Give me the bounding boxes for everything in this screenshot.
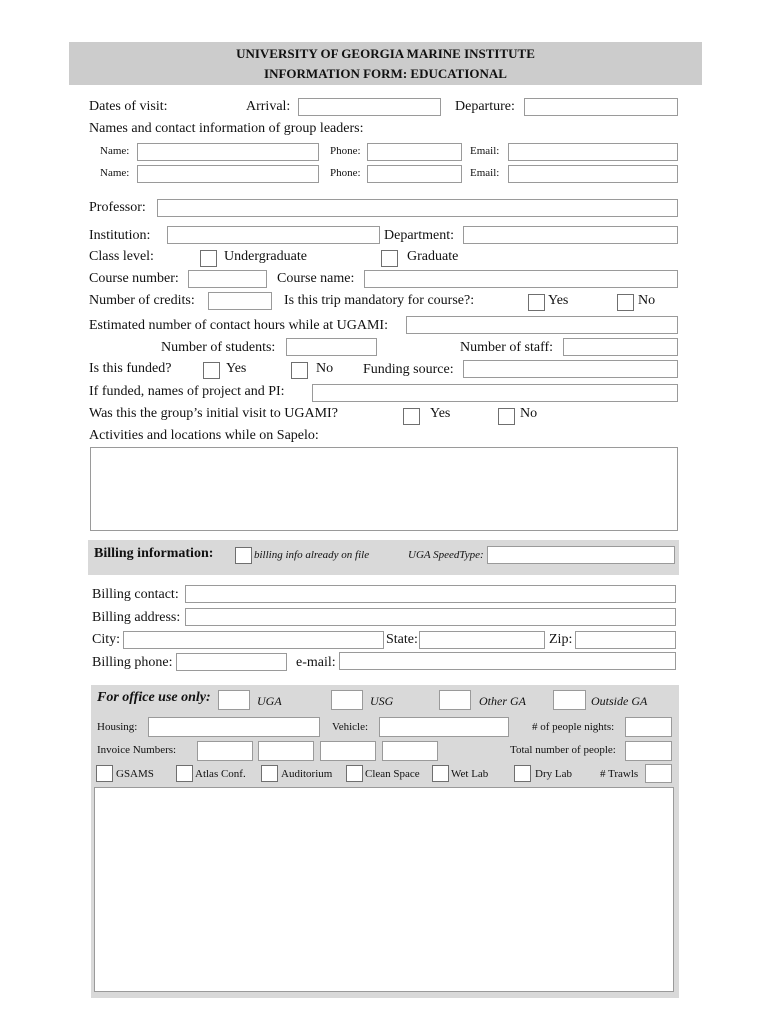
billing-address-field[interactable]	[185, 608, 676, 626]
other-ga-box[interactable]	[439, 690, 471, 710]
staff-field[interactable]	[563, 338, 678, 356]
vehicle-label: Vehicle:	[332, 721, 369, 733]
graduate-label: Graduate	[407, 249, 459, 264]
state-label: State:	[386, 632, 418, 647]
departure-label: Departure:	[455, 99, 515, 114]
leader2-name-label: Name:	[100, 167, 130, 179]
undergraduate-checkbox[interactable]	[200, 250, 217, 267]
gsams-checkbox[interactable]	[96, 765, 113, 782]
leader2-email-label: Email:	[470, 167, 500, 179]
office-notes-textarea[interactable]	[94, 787, 674, 992]
uga-label: UGA	[257, 694, 282, 708]
wet-lab-checkbox[interactable]	[432, 765, 449, 782]
arrival-label: Arrival:	[246, 99, 291, 114]
undergraduate-label: Undergraduate	[224, 249, 307, 264]
group-leaders-heading: Names and contact information of group leaders:	[89, 121, 364, 136]
outside-ga-box[interactable]	[553, 690, 586, 710]
office-use-title: For office use only:	[97, 690, 211, 705]
city-field[interactable]	[123, 631, 384, 649]
dry-lab-checkbox[interactable]	[514, 765, 531, 782]
initial-visit-yes-label: Yes	[430, 406, 451, 421]
billing-email-label: e-mail:	[296, 655, 336, 670]
billing-address-label: Billing address:	[92, 610, 181, 625]
funded-yes-label: Yes	[226, 361, 247, 376]
clean-space-label: Clean Space	[365, 768, 420, 780]
speedtype-field[interactable]	[487, 546, 675, 564]
funded-no-label: No	[316, 361, 334, 376]
initial-visit-label: Was this the group’s initial visit to UGAMI?	[89, 406, 338, 421]
arrival-field[interactable]	[298, 98, 441, 116]
gsams-label: GSAMS	[116, 768, 154, 780]
city-label: City:	[92, 632, 121, 647]
course-name-label: Course name:	[277, 271, 355, 286]
clean-space-checkbox[interactable]	[346, 765, 363, 782]
total-people-label: Total number of people:	[510, 744, 616, 756]
activities-textarea[interactable]	[90, 447, 678, 531]
trawls-label: # Trawls	[600, 768, 639, 780]
department-field[interactable]	[463, 226, 678, 244]
funding-source-field[interactable]	[463, 360, 678, 378]
initial-visit-no-label: No	[520, 406, 538, 421]
project-pi-label: If funded, names of project and PI:	[89, 384, 285, 399]
vehicle-field[interactable]	[379, 717, 509, 737]
billing-contact-field[interactable]	[185, 585, 676, 603]
project-pi-field[interactable]	[312, 384, 678, 402]
dry-lab-label: Dry Lab	[535, 768, 572, 780]
course-number-label: Course number:	[89, 271, 179, 286]
atlas-conf-label: Atlas Conf.	[195, 768, 246, 780]
invoice-field-2[interactable]	[258, 741, 314, 761]
people-nights-label: # of people nights:	[532, 721, 615, 733]
leader2-phone-field[interactable]	[367, 165, 462, 183]
header-line-2: INFORMATION FORM: EDUCATIONAL	[264, 66, 507, 81]
form-header	[69, 42, 702, 85]
atlas-conf-checkbox[interactable]	[176, 765, 193, 782]
usg-label: USG	[370, 694, 394, 708]
trawls-field[interactable]	[645, 764, 672, 783]
auditorium-checkbox[interactable]	[261, 765, 278, 782]
leader1-name-field[interactable]	[137, 143, 319, 161]
invoice-field-4[interactable]	[382, 741, 438, 761]
institution-field[interactable]	[167, 226, 380, 244]
credits-field[interactable]	[208, 292, 272, 310]
institution-label: Institution:	[89, 228, 151, 243]
credits-label: Number of credits:	[89, 293, 195, 308]
header-line-1: UNIVERSITY OF GEORGIA MARINE INSTITUTE	[236, 46, 535, 61]
wet-lab-label: Wet Lab	[451, 768, 489, 780]
contact-hours-field[interactable]	[406, 316, 678, 334]
mandatory-yes-label: Yes	[548, 293, 569, 308]
department-label: Department:	[384, 228, 454, 243]
leader2-phone-label: Phone:	[330, 167, 361, 179]
auditorium-label: Auditorium	[281, 768, 333, 780]
billing-email-field[interactable]	[339, 652, 676, 670]
leader2-name-field[interactable]	[137, 165, 319, 183]
billing-title: Billing information:	[94, 546, 214, 561]
initial-visit-no-checkbox[interactable]	[498, 408, 515, 425]
mandatory-label: Is this trip mandatory for course?:	[284, 293, 475, 308]
invoice-field-3[interactable]	[320, 741, 376, 761]
students-field[interactable]	[286, 338, 377, 356]
mandatory-no-checkbox[interactable]	[617, 294, 634, 311]
people-nights-field[interactable]	[625, 717, 672, 737]
invoice-field-1[interactable]	[197, 741, 253, 761]
mandatory-no-label: No	[638, 293, 656, 308]
leader1-name-label: Name:	[100, 145, 130, 157]
departure-field[interactable]	[524, 98, 678, 116]
billing-on-file-checkbox[interactable]	[235, 547, 252, 564]
other-ga-label: Other GA	[479, 694, 526, 708]
leader2-email-field[interactable]	[508, 165, 678, 183]
contact-hours-label: Estimated number of contact hours while at UGAMI:	[89, 318, 388, 333]
housing-label: Housing:	[97, 721, 138, 733]
state-field[interactable]	[419, 631, 545, 649]
leader1-email-label: Email:	[470, 145, 500, 157]
billing-on-file-label: billing info already on file	[254, 549, 370, 561]
professor-label: Professor:	[89, 200, 146, 215]
billing-phone-field[interactable]	[176, 653, 287, 671]
funded-label: Is this funded?	[89, 361, 172, 376]
usg-box[interactable]	[331, 690, 363, 710]
billing-contact-label: Billing contact:	[92, 587, 179, 602]
zip-field[interactable]	[575, 631, 676, 649]
graduate-checkbox[interactable]	[381, 250, 398, 267]
leader1-email-field[interactable]	[508, 143, 678, 161]
staff-label: Number of staff:	[460, 340, 554, 355]
course-name-field[interactable]	[364, 270, 678, 288]
professor-field[interactable]	[157, 199, 678, 217]
leader1-phone-label: Phone:	[330, 145, 361, 157]
uga-box[interactable]	[218, 690, 250, 710]
funded-yes-checkbox[interactable]	[203, 362, 220, 379]
invoice-label: Invoice Numbers:	[97, 744, 177, 756]
mandatory-yes-checkbox[interactable]	[528, 294, 545, 311]
dates-of-visit-label: Dates of visit:	[89, 99, 168, 114]
leader1-phone-field[interactable]	[367, 143, 462, 161]
funding-source-label: Funding source:	[363, 362, 454, 377]
students-label: Number of students:	[161, 340, 276, 355]
funded-no-checkbox[interactable]	[291, 362, 308, 379]
outside-ga-label: Outside GA	[591, 694, 648, 708]
speedtype-label: UGA SpeedType:	[408, 549, 484, 561]
activities-label: Activities and locations while on Sapelo:	[89, 428, 319, 443]
initial-visit-yes-checkbox[interactable]	[403, 408, 420, 425]
class-level-label: Class level:	[89, 249, 154, 264]
housing-field[interactable]	[148, 717, 320, 737]
course-number-field[interactable]	[188, 270, 267, 288]
billing-phone-label: Billing phone:	[92, 655, 173, 670]
total-people-field[interactable]	[625, 741, 672, 761]
zip-label: Zip:	[549, 632, 573, 647]
